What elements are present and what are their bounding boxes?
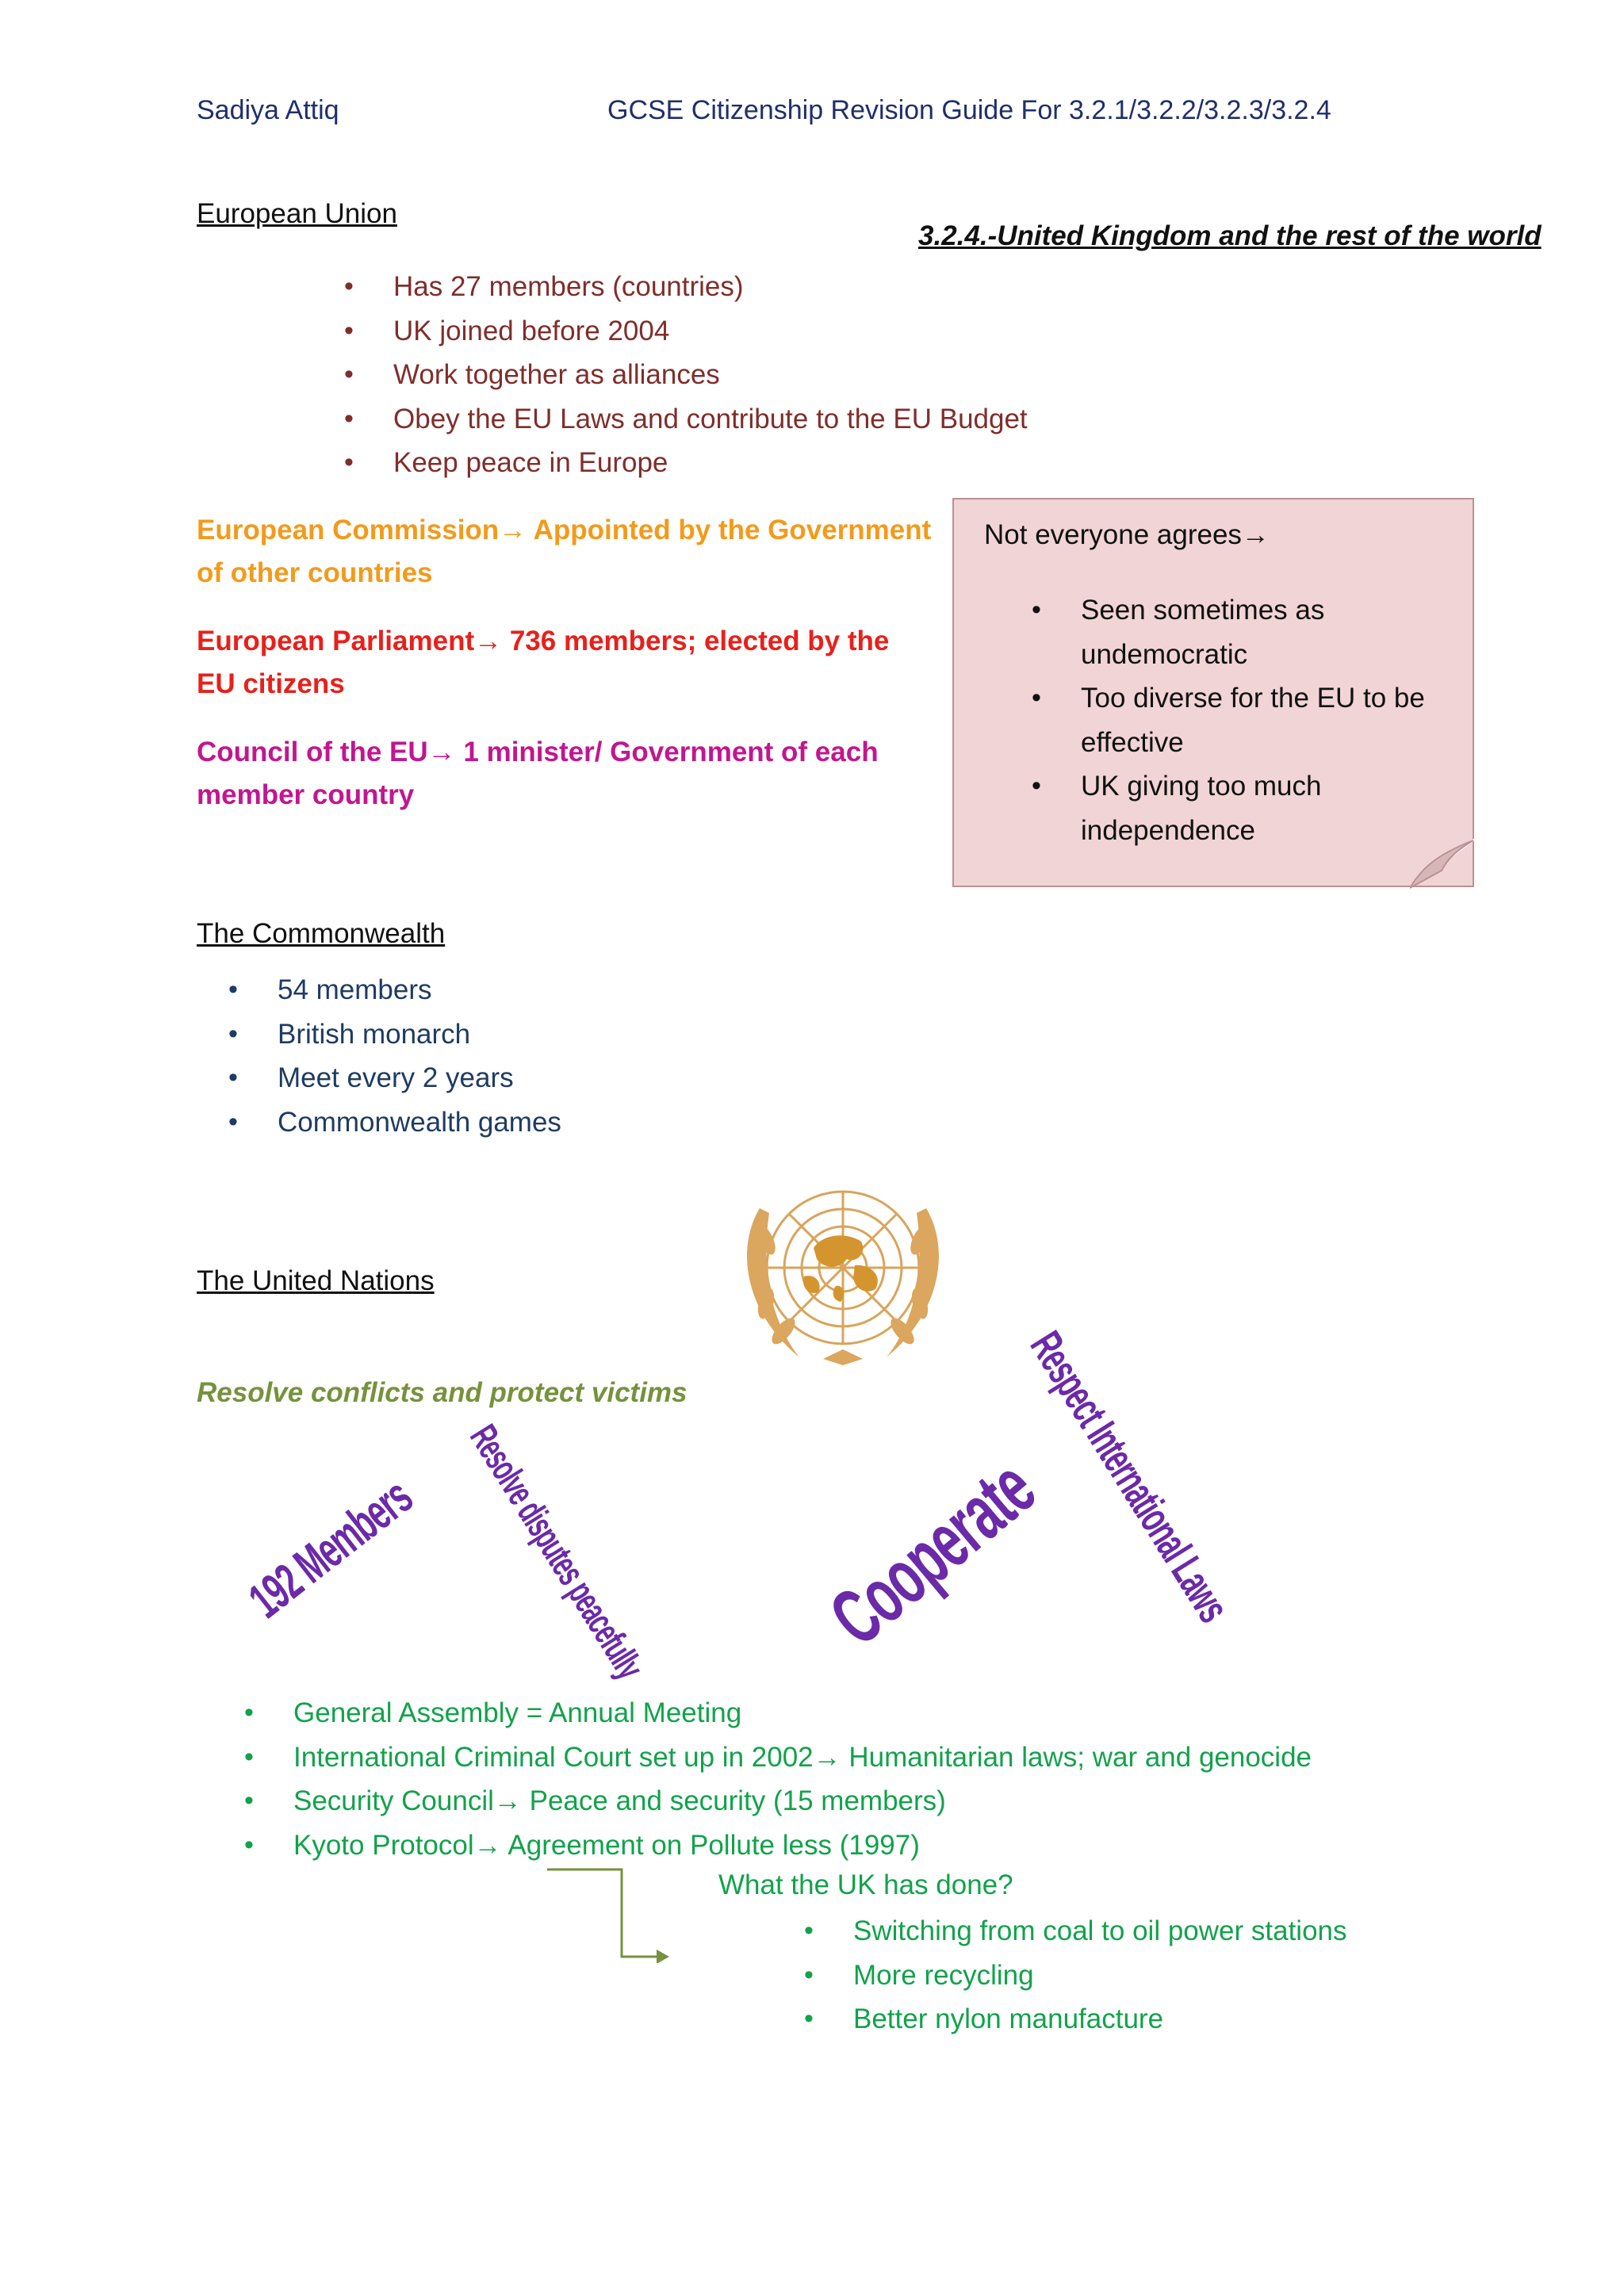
list-item: • UK joined before 2004	[344, 309, 1028, 354]
note-lead: Not everyone agrees→	[984, 519, 1270, 550]
wordart-resolve-disputes: Resolve disputes peacefully	[462, 1418, 651, 1686]
header-title: GCSE Citizenship Revision Guide For 3.2.1/3.2.2/3.2.3/3.2.4	[607, 95, 1331, 125]
list-item: • Seen sometimes as undemocratic	[1032, 588, 1444, 676]
uk-question: What the UK has done?	[718, 1869, 1013, 1900]
eu-points-list	[344, 265, 1028, 485]
list-item: • 54 members	[228, 968, 561, 1012]
wordart-cooperate: Cooperate	[814, 1443, 1051, 1663]
list-item: • International Criminal Court set up in 2002→ Humanitarian laws; war and genocide	[244, 1735, 1312, 1780]
connector-arrow-icon	[539, 1860, 674, 1963]
list-item: • General Assembly = Annual Meeting	[244, 1691, 1312, 1735]
page-curl-icon	[1410, 839, 1477, 890]
header-author: Sadiya Attiq	[197, 95, 339, 125]
list-item: • Too diverse for the EU to be effective	[1032, 676, 1444, 764]
list-item: • Security Council→ Peace and security (15 members)	[244, 1779, 1312, 1823]
list-item: • Work together as alliances	[344, 353, 1028, 397]
list-item: • More recycling	[804, 1954, 1347, 1998]
un-emblem-icon	[728, 1177, 958, 1373]
list-item: • UK giving too much independence	[1032, 764, 1444, 852]
un-heading: The United Nations	[197, 1265, 435, 1296]
un-subtitle: Resolve conflicts and protect victims	[197, 1377, 688, 1408]
wordart-192-members: 192 Members	[238, 1468, 423, 1629]
eu-parliament-text: European Parliament→ 736 members; elected by the EU citizens	[197, 626, 890, 699]
list-item: • Has 27 members (countries)	[344, 265, 1028, 309]
list-item: • Kyoto Protocol→ Agreement on Pollute less (1997)	[244, 1823, 1312, 1868]
list-item: • Commonwealth games	[228, 1100, 561, 1145]
section-title: 3.2.4.-United Kingdom and the rest of the world	[918, 220, 1542, 251]
eu-commission-text: European Commission→ Appointed by the Government of other countries	[197, 515, 932, 588]
list-item: • Meet every 2 years	[228, 1056, 561, 1100]
list-item: • Obey the EU Laws and contribute to the EU Budget	[344, 397, 1028, 442]
wordart-respect-laws: Respect International Laws	[1021, 1322, 1239, 1630]
sticky-note	[952, 498, 1474, 887]
uk-points-list	[804, 1909, 1347, 2042]
un-points-list	[244, 1691, 1312, 1867]
eu-council-text: Council of the EU→ 1 minister/ Government of each member country	[197, 737, 879, 810]
list-item: • Better nylon manufacture	[804, 1997, 1347, 2042]
list-item: • Keep peace in Europe	[344, 441, 1028, 485]
note-points-list	[1032, 588, 1444, 852]
eu-heading: European Union	[197, 198, 397, 229]
list-item: • Switching from coal to oil power stations	[804, 1909, 1347, 1954]
commonwealth-points-list	[228, 968, 561, 1144]
list-item: • British monarch	[228, 1012, 561, 1057]
commonwealth-heading: The Commonwealth	[197, 918, 446, 949]
